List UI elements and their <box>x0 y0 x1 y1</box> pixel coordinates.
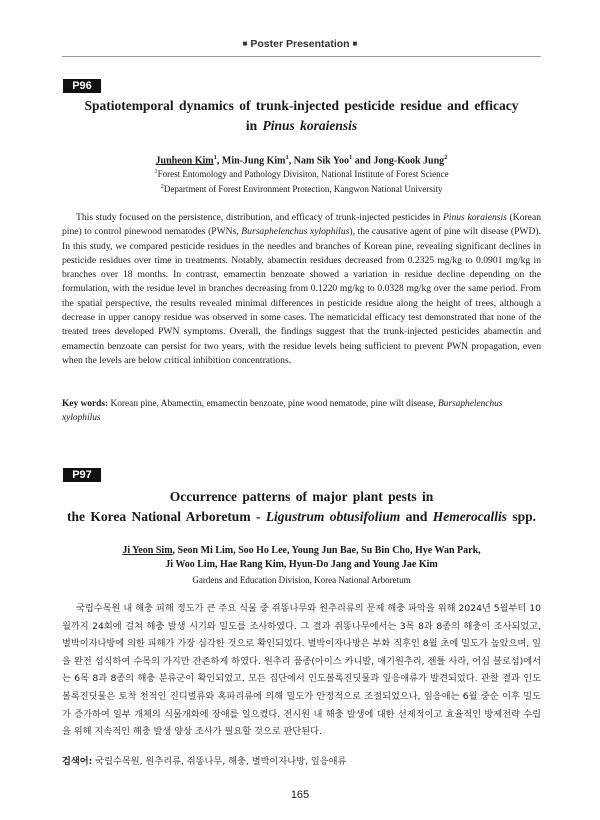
section-header <box>0 38 600 50</box>
keywords-text: 국립수목원, 원추리류, 쥐똥나무, 해충, 별박이자나방, 잎응애류 <box>95 756 347 767</box>
page-number: 165 <box>290 789 310 801</box>
presenter-name: Junheon Kim <box>155 155 214 167</box>
abstract-text: 국립수목원 내 해충 피해 정도가 큰 주요 식물 중 쥐똥나무와 원추리류의 문제 해충 파악을 위해 2024년 5월부터 10월까지 24회에 걸쳐 해충 발생 시기와 밀도를 조사하였다. 그 결과 쥐똥나무에서는 3목 8과 8종의 해충이 조사되었고, 별박이자나방에 의한 피해가 가장 심각한 것으로 확인되었다. 별박이자나방은 부화 직후인 8월 초에 밀도가 높았으며, 잎을 완전 섭식하여 수목의 가지만 잔존하게 하였다. 원추리 품종(아이스 카니발, 애기원추리, 젠틀 사라, 어심 블로섬)에서는 6목 8과 8종의 해충 분류군이 확인되었고, 모든 집단에서 인도볼록진딧물과 잎응애류가 발견되었다. 관찰 결과 인도볼록진딧물은 토착 천적인 진디벌류와 혹파리류에 의해 밀도가 안정적으로 조절되었으나, 잎응애는 6월 중순 이후 밀도가 증가하여 일부 개체의 식물개화에 장애를 일으켰다. 전시원 내 해충 발생에 대한 선제적이고 효율적인 방제전략 수립을 위해 지속적인 해충 발생 양상 조사가 필요할 것으로 판단된다. <box>62 603 541 738</box>
affiliation-line: $^2$Department of Forest Environment Protection, Kangwon National University <box>160 182 443 194</box>
poster-id-badge: P97 <box>63 468 101 482</box>
keywords <box>62 755 541 769</box>
affiliation: Gardens and Education Division, Korea National Arboretum <box>192 575 411 585</box>
header-divider <box>62 56 541 57</box>
species-name: Pinus koraiensis <box>442 212 507 223</box>
square-bullet-icon: ■ <box>242 39 248 48</box>
author-affiliation-mark: 1 <box>285 154 289 161</box>
square-bullet-icon: ■ <box>352 39 358 48</box>
keywords-text: Korean pine, Abamectin, emamectin benzoate, pine wood nematode, pine wilt disease, Bursaphelenchus xylophilus <box>62 399 503 423</box>
species-name: Ligustrum obtusifolium <box>265 509 401 524</box>
abstract <box>62 600 541 741</box>
author-name: Nam Sik Yoo <box>293 155 349 167</box>
author-affiliation-mark: 1 <box>348 154 353 161</box>
abstract <box>62 211 541 368</box>
author-list: Ji Yeon Sim, Seon Mi Lim, Soo Ho Lee, Young Jun Bae, Su Bin Cho, Hye Wan Park, Ji Woo Lim, Hae Rang Kim, Hyun-Do Jang and Young Jae Kim <box>62 544 541 572</box>
species-name: Bursaphelenchus xylophilus <box>62 399 503 423</box>
author-line: Ji Woo Lim, Hae Rang Kim, Hyun-Do Jang and Young Jae Kim <box>165 559 438 570</box>
poster-title-line: Spatiotemporal dynamics of trunk-injected pesticide residue and efficacy <box>84 98 519 113</box>
keywords <box>62 397 541 425</box>
affiliation-list <box>62 166 541 195</box>
author-list: Junheon Kim$^1$, Min-Jung Kim$^1$, Nam Sik Yoo$^1$ and Jong-Kook Jung$^2$ <box>155 154 448 167</box>
poster-title-line: the Korea National Arboretum - Ligustrum obtusifolium and Hemerocallis spp. <box>66 509 537 524</box>
affiliation-line: $^1$Forest Entomology and Pathology Divisiton, National Institute of Forest Science <box>154 168 449 179</box>
section-header-label: Poster Presentation <box>250 38 350 50</box>
author-affiliation-mark: 2 <box>444 154 448 161</box>
poster-title <box>62 96 541 136</box>
poster-title-line: Occurrence patterns of major plant pests in <box>169 489 434 504</box>
poster-id-badge: P96 <box>63 79 101 93</box>
species-name: Hemerocallis <box>432 509 508 524</box>
keywords-label: 검색어: <box>62 756 93 767</box>
abstract-text: This study focused on the persistence, distribution, and efficacy of trunk-injected pesticides in Pinus koraiensis (Korean pine) to control pinewood nematodes (PWNs, Bursaphelenchus xylophilus), the causative agent of pine wilt disease (PWD). In this study, we compared pesticide residues in the needles and branches of Korean pine, revealing significant declines in pesticide residues over time in treatments. Notably, abamectin residues decreased from 0.2325 mg/kg to 0.0901 mg/kg in branches over 18 months. In contrast, emamectin benzoate showed a variation in residue decline depending on the formulation, with the residue level in branches decreasing from 0.1220 mg/kg to 0.0328 mg/kg over the same period. From the spatial perspective, the results revealed minimal differences in pesticide residue along the height of trees, although a decrease in upper canopy residue was observed in some cases. The nematicidal efficacy test demonstrated that none of the treated trees developed PWN symptoms. Overall, the findings suggest that the trunk-injected pesticides abamectin and emamectin benzoate can persist for two years, with the residue levels being sufficient to prevent PWN propagation, even when the levels are below critical inhibition concentrations. <box>62 212 541 366</box>
keywords-label: Key words: <box>62 399 109 409</box>
poster-title <box>62 487 541 527</box>
author-name: Min-Jung Kim <box>221 155 286 167</box>
species-name: Bursaphelenchus xylophilus <box>241 226 350 238</box>
author-affiliation-mark: 1 <box>213 154 217 161</box>
species-name: Pinus koraiensis <box>262 118 358 133</box>
presenter-name: Ji Yeon Sim <box>122 545 173 556</box>
poster-title-line: in Pinus koraiensis <box>245 118 358 133</box>
author-name: Jong-Kook Jung <box>373 155 445 167</box>
